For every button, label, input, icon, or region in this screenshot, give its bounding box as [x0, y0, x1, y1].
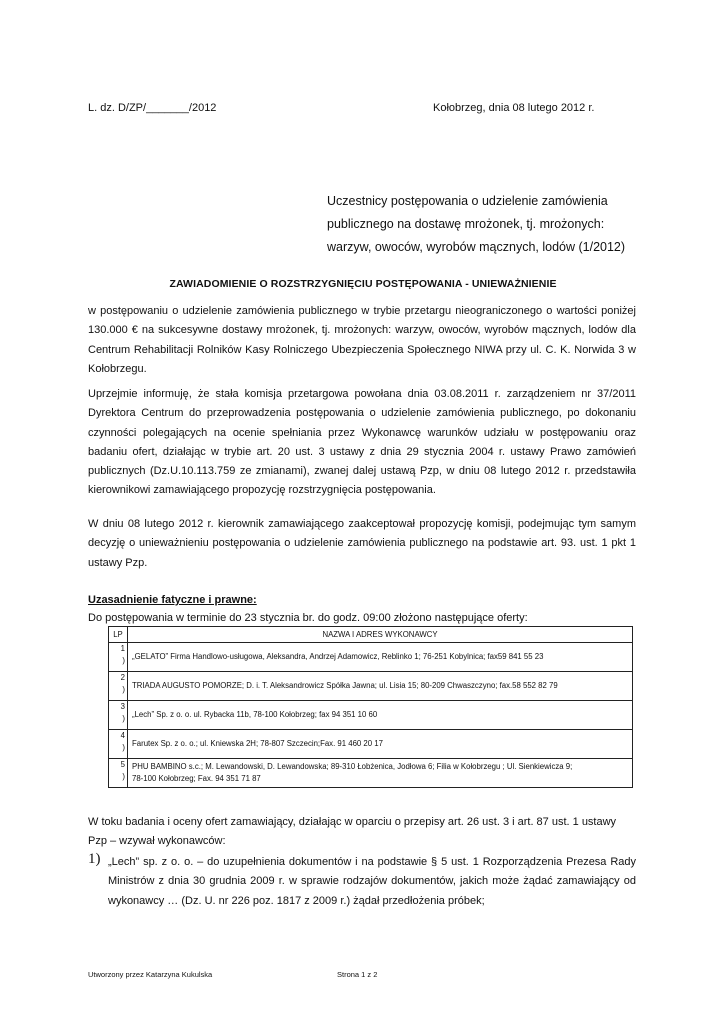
reference-number: L. dz. D/ZP/_______/2012	[88, 102, 217, 114]
offers-table	[108, 626, 633, 788]
recipient-line-1: Uczestnicy postępowania o udzielenie zamówienia	[327, 194, 608, 208]
recipient-line-2: publicznego na dostawę mrożonek, tj. mrożonych:	[327, 217, 605, 231]
table-row	[109, 672, 633, 701]
decision-paragraph: W dniu 08 lutego 2012 r. kierownik zamawiającego zaakceptował propozycję komisji, podejmując tym samym decyzję o unieważnieniu postępowania o udzielenie zamówienia publicznego na podstawie art. 93. ust. 1 pkt 1 ustawy Pzp.	[88, 518, 636, 569]
contractor-name: „Lech” Sp. z o. o. ul. Rybacka 11b, 78-100 Kołobrzeg; fax 94 351 10 60	[128, 701, 633, 730]
table-row	[109, 643, 633, 672]
summons-paragraph: W toku badania i oceny ofert zamawiający, działając w oparciu o przepisy art. 26 ust. 3 i art. 87 ust. 1 ustawy Pzp – wzywał wykonawców:	[88, 816, 617, 847]
table-row	[109, 759, 633, 788]
recipient-block	[327, 190, 657, 259]
row-number: 4 )	[109, 730, 128, 759]
contractor-name: „GELATO” Firma Handlowo-usługowa, Aleksandra, Andrzej Adamowicz, Reblinko 1; 76-251 Kobylnica; fax59 841 55 23	[128, 643, 633, 672]
justification-heading: Uzasadnienie fatyczne i prawne:	[88, 594, 257, 606]
footer-author: Utworzony przez Katarzyna Kukulska	[88, 970, 213, 979]
row-number: 1 )	[109, 643, 128, 672]
intro-paragraph: w postępowaniu o udzielenie zamówienia publicznego w trybie przetargu nieograniczonego o wartości poniżej 130.000 € na sukcesywne dostawy mrożonek, tj. mrożonych: warzyw, owoców, wyrobów mącznych, lodów dla Centrum Rehabilitacji Rolników Kasy Rolniczego Ubezpieczenia Społecznego NIWA przy ul. C. K. Norwida 3 w Kołobrzegu.	[88, 305, 636, 375]
row-number: 2 )	[109, 672, 128, 701]
offers-intro: Do postępowania w terminie do 23 stycznia br. do godz. 09:00 złożono następujące oferty:	[88, 612, 528, 624]
contractor-name: Farutex Sp. z o. o.; ul. Kniewska 2H; 78-807 Szczecin;Fax. 91 460 20 17	[128, 730, 633, 759]
commission-paragraph: Uprzejmie informuję, że stała komisja przetargowa powołana dnia 03.08.2011 r. zarządzeniem nr 37/2011 Dyrektora Centrum do przeprowadzenia postępowania o udzielenie zamówienia publicznego, po dokonaniu czynności polegających na ocenie spełniania przez Wykonawcę warunków udziału w postępowaniu oraz badaniu ofert, działając w trybie art. 20 ust. 3 ustawy z dnia 29 stycznia 2004 r. ustawy Prawo zamówień publicznych (Dz.U.10.113.759 ze zmianami), zwanej dalej ustawą Pzp, w dniu 08 lutego 2012 r. przedstawiła kierownikowi zamawiającego propozycję rozstrzygnięcia postępowania.	[88, 388, 636, 497]
column-header-lp: LP	[109, 627, 128, 643]
contractor-name	[128, 759, 633, 788]
contractor-name-line-2: 78-100 Kołobrzeg; Fax. 94 351 71 87	[132, 774, 261, 783]
row-number: 5 )	[109, 759, 128, 788]
document-title: ZAWIADOMIENIE O ROZSTRZYGNIĘCIU POSTĘPOWANIA - UNIEWAŻNIENIE	[169, 278, 557, 290]
table-row	[109, 730, 633, 759]
column-header-name: NAZWA I ADRES WYKONAWCY	[128, 627, 633, 643]
list-item-number: 1)	[88, 851, 101, 867]
table-row	[109, 701, 633, 730]
contractor-name-line-1: PHU BAMBINO s.c.; M. Lewandowski, D. Lewandowska; 89-310 Łobżenica, Jodłowa 6; Filia w Kołobrzegu ; Ul. Sienkiewicza 9;	[132, 762, 573, 771]
place-and-date: Kołobrzeg, dnia 08 lutego 2012 r.	[433, 102, 595, 114]
contractor-name: TRIADA AUGUSTO POMORZE; D. i. T. Aleksandrowicz Spółka Jawna; ul. Lisia 15; 80-209 Chwaszczyno; fax.58 552 82 79	[128, 672, 633, 701]
footer-page-number: Strona 1 z 2	[337, 970, 378, 979]
recipient-line-3: warzyw, owoców, wyrobów mącznych, lodów (1/2012)	[327, 240, 626, 254]
table-header-row	[109, 627, 633, 643]
list-item-text: „Lech” sp. z o. o. – do uzupełnienia dokumentów i na podstawie § 5 ust. 1 Rozporządzenia Prezesa Rady Ministrów z dnia 30 grudnia 2009 r. w sprawie rodzajów dokumentów, jakich może żądać zamawiający od wykonawcy … (Dz. U. nr 226 poz. 1817 z 2009 r.) żądał przedłożenia próbek;	[108, 856, 636, 907]
row-number: 3 )	[109, 701, 128, 730]
